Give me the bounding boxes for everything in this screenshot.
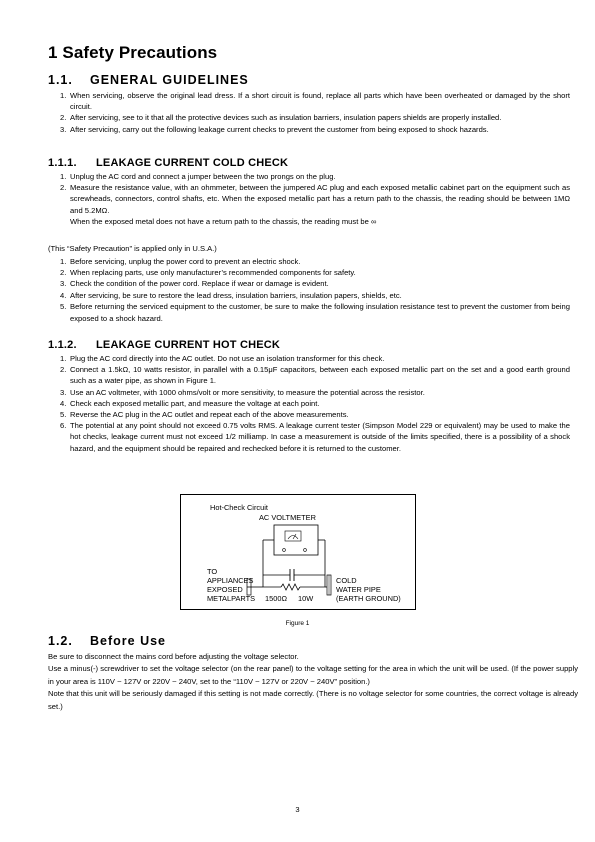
list-item: 6. The potential at any point should not exceed 0.75 volts RMS. A leakage current tester (Simpson Model 229 or equivalent) may be used to make the hot checks, leakage current must not exceed 1/2 milliamp. In case a measurement is outside of the limits specified, there is a possibility of a shock hazard, and the equipment should be repaired and rechecked before it is returned to the customer. — [60, 421, 570, 453]
terminal-icon — [283, 549, 286, 552]
hot-check-circuit-figure — [180, 494, 416, 610]
section-title: LEAKAGE CURRENT COLD CHECK — [96, 157, 289, 169]
section-title: GENERAL GUIDELINES — [90, 73, 249, 87]
list-item: 2. Measure the resistance value, with an ohmmeter, between the jumpered AC plug and each exposed metallic cabinet part on the equipment such as screwheads, connectors, control shafts, etc. When the exposed metallic part has a return path to the chassis, the reading should be between 1MΩ and 5.2MΩ. — [60, 183, 570, 215]
section-number: 1.1.1. — [48, 157, 77, 169]
list-item: 2. After servicing, see to it that all the protective devices such as insulation barriers, insulation papers shields are properly installed. — [60, 113, 502, 123]
list-item: 4. After servicing, be sure to restore the lead dress, insulation barriers, insulation papers, shields, etc. — [60, 290, 402, 300]
hot-check-list — [48, 353, 570, 454]
usa-note-intro: (This “Safety Precaution” is applied only in U.S.A.) — [48, 244, 217, 253]
list-item: 1. Plug the AC cord directly into the AC outlet. Do not use an isolation transformer for this check. — [60, 354, 385, 363]
right-label-line: WATER PIPE — [336, 585, 381, 594]
list-item: 1. Unplug the AC cord and connect a jumper between the two prongs on the plug. — [60, 172, 336, 181]
list-item: 5. Reverse the AC plug in the AC outlet and repeat each of the above measurements. — [60, 410, 349, 420]
meter-label: AC VOLTMETER — [259, 513, 316, 522]
section-number: 1.2. — [48, 634, 73, 648]
circuit-title: Hot-Check Circuit — [210, 503, 268, 512]
list-item: 2. When replacing parts, use only manufacturer’s recommended components for safety. — [60, 268, 356, 278]
section-number: 1.1.2. — [48, 339, 77, 351]
voltmeter-box — [274, 525, 318, 555]
list-item: 3. Use an AC voltmeter, with 1000 ohms/volt or more sensitivity, to measure the potential across the resistor. — [60, 387, 425, 397]
section-title: LEAKAGE CURRENT HOT CHECK — [96, 339, 281, 351]
section-title: Before Use — [90, 634, 166, 648]
left-label-line: TO — [207, 567, 218, 576]
section-1-1-2-heading — [48, 339, 280, 351]
before-use-text — [48, 651, 578, 713]
resistor-icon — [281, 584, 300, 590]
circuit-diagram — [181, 495, 417, 611]
paragraph: Be sure to disconnect the mains cord before adjusting the voltage selector. — [48, 652, 299, 661]
left-label-line: APPLIANCES — [207, 576, 254, 585]
left-label-line: METALPARTS — [207, 594, 256, 603]
list-item: 5. Before returning the serviced equipment to the customer, be sure to make the following insulation resistance test to prevent the customer from being exposed to a shock hazard. — [60, 301, 570, 324]
voltmeter-dial-icon — [285, 531, 301, 541]
page-title: 1 Safety Precautions — [48, 43, 218, 62]
list-item: 1. Before servicing, unplug the power cord to prevent an electric shock. — [60, 257, 301, 266]
cold-check-list — [48, 171, 570, 227]
page-number: 3 — [295, 805, 300, 814]
left-label-line: EXPOSED — [207, 585, 243, 594]
list-item: 3. Check the condition of the power cord. Replace if wear or damage is evident. — [60, 279, 329, 289]
list-item: 4. Check each exposed metallic part, and measure the voltage at each point. — [60, 398, 320, 408]
section-1-1-heading — [48, 73, 249, 87]
paragraph: Note that this unit will be seriously damaged if this setting is not made correctly. (There is no voltage selector for some countries, the correct voltage is already set.) — [48, 689, 578, 711]
resistor-value-label: 1500Ω — [265, 594, 287, 603]
general-guidelines-list — [48, 90, 570, 135]
list-item: 1. When servicing, observe the original lead dress. If a short circuit is found, replace all parts which have been overheated or damaged by the short circuit. — [60, 91, 570, 112]
section-1-1-1-heading — [48, 157, 288, 169]
list-item: 2. Connect a 1.5kΩ, 10 watts resistor, in parallel with a 0.15μF capacitors, between each exposed metallic part on the set and a good earth ground such as a water pipe, as shown in Figure 1. — [60, 365, 570, 386]
list-continuation: When the exposed metal does not have a return path to the chassis, the reading must be ∞ — [70, 216, 377, 226]
paragraph: Use a minus(-) screwdriver to set the voltage selector (on the rear panel) to the voltage setting for the area in which the unit will be used. (If the power supply in your area is 110V ~ 127V or 220V ~ 240V, set to the “110V ~ 127V or 220V ~ 240V” position.) — [48, 664, 578, 686]
figure-caption: Figure 1 — [285, 620, 310, 627]
resistor-power-label: 10W — [298, 594, 314, 603]
terminal-icon — [304, 549, 307, 552]
usa-note-list — [48, 256, 570, 326]
section-number: 1.1. — [48, 73, 73, 87]
right-label-line: COLD — [336, 576, 357, 585]
list-item: 3. After servicing, carry out the following leakage current checks to prevent the customer from being exposed to shock hazards. — [60, 124, 489, 134]
section-1-2-heading — [48, 634, 166, 648]
right-label-line: (EARTH GROUND) — [336, 594, 401, 603]
